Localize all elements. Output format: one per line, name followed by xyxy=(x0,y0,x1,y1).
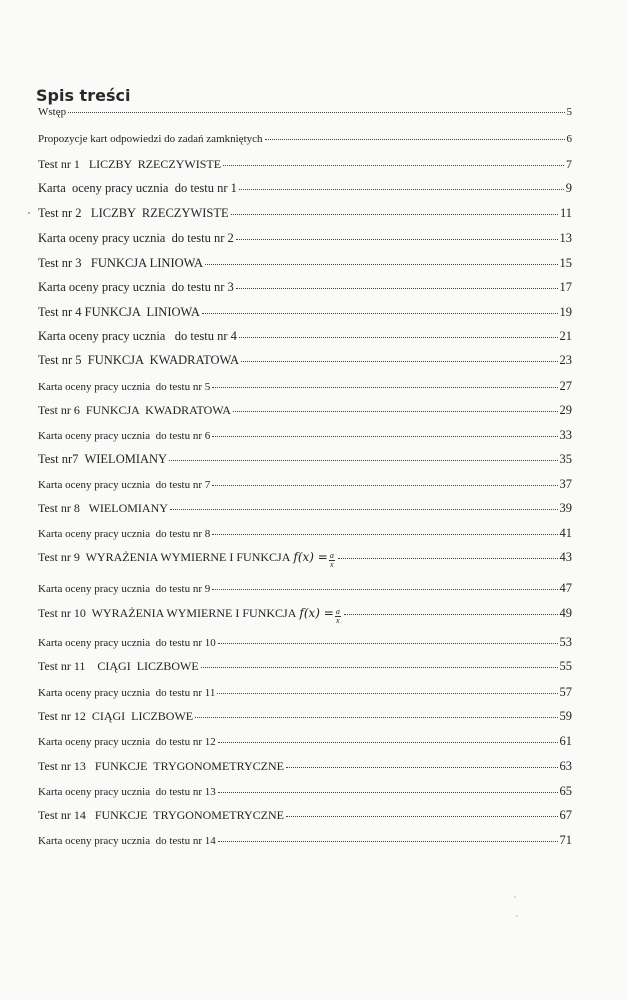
dot-leader xyxy=(231,205,558,215)
toc-entry xyxy=(38,305,572,320)
dot-leader xyxy=(218,734,558,743)
dot-leader xyxy=(265,131,565,140)
dot-leader xyxy=(195,709,557,718)
toc-entry-label: Karta oceny pracy ucznia do testu nr 6 xyxy=(38,430,211,442)
toc-entry-page: 29 xyxy=(559,403,572,417)
dot-leader xyxy=(218,784,558,793)
toc-entry-label: Karta oceny pracy ucznia do testu nr 3 xyxy=(38,280,234,294)
toc-entry-page: 17 xyxy=(559,280,572,294)
toc-entry-page: 21 xyxy=(559,329,572,343)
toc-entry xyxy=(38,329,572,344)
dot-leader xyxy=(286,759,558,768)
toc-entry xyxy=(38,157,572,172)
toc-entry xyxy=(38,206,572,221)
toc-entry-label: Karta oceny pracy ucznia do testu nr 4 xyxy=(38,329,237,343)
dot-leader xyxy=(212,379,557,388)
toc-entry-page: 63 xyxy=(559,759,572,773)
toc-entry xyxy=(38,833,572,848)
dot-leader xyxy=(170,501,558,510)
toc-entry-label: Test nr 6 FUNKCJA KWADRATOWA xyxy=(38,403,231,417)
toc-entry xyxy=(38,231,572,246)
toc-entry-page: 47 xyxy=(559,581,572,595)
toc-entry xyxy=(38,526,572,541)
toc-entry-label: Karta oceny pracy ucznia do testu nr 10 xyxy=(38,637,216,649)
toc-entry-label: Karta oceny pracy ucznia do testu nr 9 xyxy=(38,583,211,595)
fraction xyxy=(335,608,341,625)
toc-entry-label: Test nr 10 WYRAŻENIA WYMIERNE I FUNKCJA xyxy=(38,606,297,620)
toc-entry-label: Test nr 9 WYRAŻENIA WYMIERNE I FUNKCJA xyxy=(38,550,291,564)
formula: f(x) = xyxy=(299,606,334,620)
dot-leader xyxy=(68,104,564,113)
toc-entry xyxy=(38,685,572,700)
dot-leader xyxy=(233,403,558,412)
toc-entry-page: 23 xyxy=(559,353,572,367)
dot-leader xyxy=(344,606,558,615)
toc-entry xyxy=(38,428,572,443)
fraction-numerator: a xyxy=(329,551,334,560)
dot-leader xyxy=(201,659,558,668)
toc-entry xyxy=(38,606,572,628)
toc-entry-label: Test nr 2 LICZBY RZECZYWISTE xyxy=(38,206,229,220)
toc-entry-page: 33 xyxy=(559,428,572,442)
toc-entry-page: 35 xyxy=(559,452,572,466)
toc-entry-label: Karta oceny pracy ucznia do testu nr 11 xyxy=(38,687,216,699)
toc-entry-page: 39 xyxy=(559,501,572,515)
toc-entry-page: 15 xyxy=(559,256,572,270)
toc-entry xyxy=(38,477,572,492)
toc-entry-page: 65 xyxy=(559,784,572,798)
toc-entry-label: Karta oceny pracy ucznia do testu nr 2 xyxy=(38,231,234,245)
dot-leader xyxy=(218,635,558,644)
dot-leader xyxy=(239,180,564,190)
dot-leader xyxy=(212,428,557,437)
toc-entry-page: 19 xyxy=(559,305,572,319)
toc-entry xyxy=(38,280,572,295)
toc-entry-label: Test nr7 WIELOMIANY xyxy=(38,452,168,466)
toc-entry-page: 37 xyxy=(559,477,572,491)
toc-entry-label: Test nr 13 FUNKCJE TRYGONOMETRYCZNE xyxy=(38,759,284,773)
fraction-numerator: a xyxy=(335,607,340,616)
toc-entry-page: 49 xyxy=(559,606,572,620)
toc-entry-page: 5 xyxy=(566,106,572,118)
dot-leader xyxy=(169,451,557,461)
toc-entry-label: Karta oceny pracy ucznia do testu nr 13 xyxy=(38,786,216,798)
toc-entry xyxy=(38,759,572,774)
toc-entry-label: Karta oceny pracy ucznia do testu nr 5 xyxy=(38,381,211,393)
toc-entry-label: Test nr 1 LICZBY RZECZYWISTE xyxy=(38,157,222,171)
toc-entry-label: Test nr 8 WIELOMIANY xyxy=(38,501,168,515)
dot-leader xyxy=(241,352,558,362)
toc-entry-label: Test nr 5 FUNKCJA KWADRATOWA xyxy=(38,353,239,367)
toc-entry-label: Test nr 3 FUNKCJA LINIOWA xyxy=(38,256,204,270)
dot-leader xyxy=(223,157,564,166)
toc-entry-page: 57 xyxy=(559,685,572,699)
toc-entry-page: 11 xyxy=(559,206,572,220)
dot-leader xyxy=(212,477,557,486)
dot-leader xyxy=(218,833,558,842)
toc-entry xyxy=(38,133,572,145)
toc-entry-label: Wstęp xyxy=(38,106,67,118)
toc-entry-label: Test nr 4 FUNKCJA LINIOWA xyxy=(38,305,200,319)
toc-entry xyxy=(38,256,572,271)
dot-leader xyxy=(236,279,558,289)
toc-entry xyxy=(38,784,572,799)
toc-entry xyxy=(38,379,572,394)
toc-entry-label: Karta oceny pracy ucznia do testu nr 8 xyxy=(38,528,211,540)
toc-entry-label: Karta oceny pracy ucznia do testu nr 7 xyxy=(38,479,211,491)
toc-entry-page: 71 xyxy=(559,833,572,847)
dot-leader xyxy=(212,526,557,535)
page-title: Spis treści xyxy=(36,86,131,105)
toc-entry-page: 27 xyxy=(559,379,572,393)
scan-speck xyxy=(514,896,516,898)
toc-entry xyxy=(38,550,572,572)
toc-entry xyxy=(38,452,572,467)
toc-entry-page: 41 xyxy=(559,526,572,540)
toc-entry xyxy=(38,659,572,674)
toc-entry-page: 59 xyxy=(559,709,572,723)
dot-leader xyxy=(212,581,557,590)
toc-entry-label: Karta oceny pracy ucznia do testu nr 14 xyxy=(38,835,216,847)
toc-entry xyxy=(38,106,572,118)
toc-entry-label: Test nr 14 FUNKCJE TRYGONOMETRYCZNE xyxy=(38,808,284,822)
toc-entry-page: 67 xyxy=(559,808,572,822)
toc-entry-label: Test nr 12 CIĄGI LICZBOWE xyxy=(38,709,194,723)
toc-entry xyxy=(38,501,572,516)
toc-entry-label: Karta oceny pracy ucznia do testu nr 12 xyxy=(38,736,216,748)
toc-entry xyxy=(38,181,572,196)
dot-leader xyxy=(236,230,558,240)
dot-leader xyxy=(202,304,558,314)
formula: f(x) = xyxy=(293,550,328,564)
toc-entry-page: 53 xyxy=(559,635,572,649)
toc-entry xyxy=(38,403,572,418)
toc-entry-page: 13 xyxy=(559,231,572,245)
fraction xyxy=(329,552,335,569)
toc-entry-label: Karta oceny pracy ucznia do testu nr 1 xyxy=(38,181,237,195)
toc-entry-page: 55 xyxy=(559,659,572,673)
toc-entry xyxy=(38,581,572,596)
toc-entry-label: Propozycje kart odpowiedzi do zadań zamkniętych xyxy=(38,133,263,145)
toc-entry-page: 61 xyxy=(559,734,572,748)
scan-speck xyxy=(516,915,518,917)
toc-entry xyxy=(38,635,572,650)
fraction-denominator: x xyxy=(336,616,340,625)
toc-entry-page: 9 xyxy=(565,181,572,195)
dot-leader xyxy=(338,550,558,559)
toc-entry xyxy=(38,734,572,749)
fraction-denominator: x xyxy=(330,560,334,569)
dot-leader xyxy=(217,685,557,694)
scan-speck xyxy=(28,212,30,214)
toc-entry xyxy=(38,709,572,724)
dot-leader xyxy=(286,808,558,817)
dot-leader xyxy=(239,328,558,338)
toc-entry-label: Test nr 11 CIĄGI LICZBOWE xyxy=(38,659,199,673)
toc-entry xyxy=(38,808,572,823)
toc-entry xyxy=(38,353,572,368)
toc-entry-page: 6 xyxy=(566,133,572,145)
toc-entry-page: 43 xyxy=(559,550,572,564)
dot-leader xyxy=(205,255,557,265)
toc-entry-page: 7 xyxy=(566,157,572,171)
